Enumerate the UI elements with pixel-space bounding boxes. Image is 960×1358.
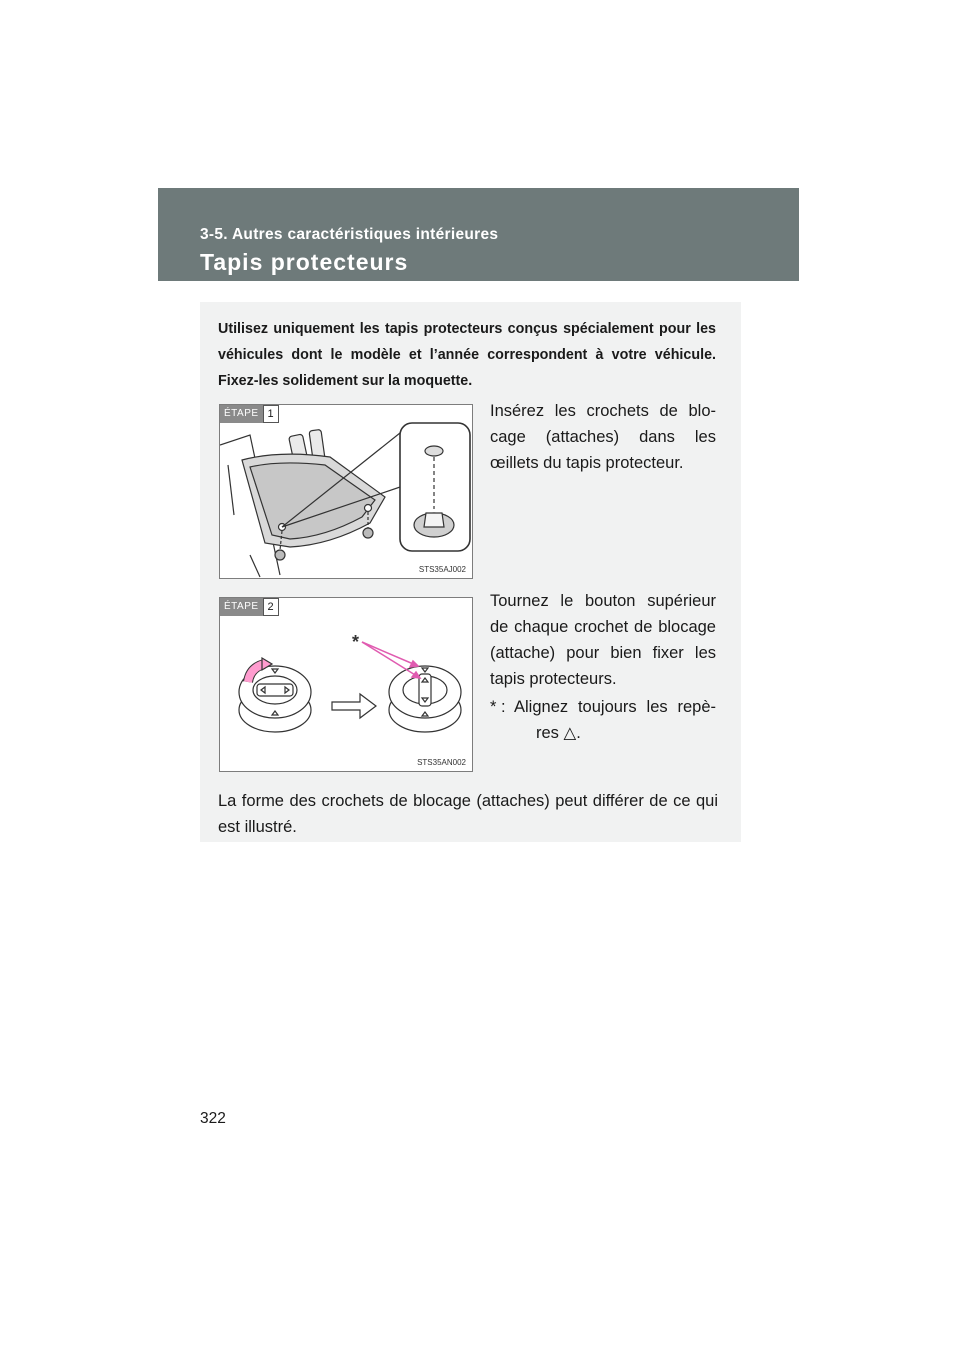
- intro-text: Utilisez uniquement les tapis protecteurs conçus spécialement pour les véhicules dont le modèle et l’année correspondent à votre véhicule. Fixez-les solidement sur la moquette.: [218, 321, 716, 389]
- figure-code: STS35AJ002: [418, 565, 466, 574]
- step-number: 2: [263, 598, 279, 616]
- clip-rotation-illustration: [220, 598, 473, 772]
- note-prefix: * :: [490, 698, 506, 716]
- chapter-header: [158, 188, 799, 281]
- step-1-line: cage (attaches) dans les: [490, 428, 716, 446]
- page-title: Tapis protecteurs: [200, 249, 409, 275]
- step-2-line: de chaque crochet de blocage: [490, 618, 716, 636]
- asterisk-mark: *: [352, 632, 360, 652]
- step-label: ÉTAPE: [220, 405, 263, 423]
- step-1-line: Insérez les crochets de blo-: [490, 402, 716, 420]
- note-line-1: Alignez toujours les repè-: [514, 698, 716, 716]
- step-2-badge: [220, 598, 279, 616]
- step-2-line: Tournez le bouton supérieur: [490, 592, 716, 610]
- step-1-figure: [219, 404, 473, 579]
- step-2-line: tapis protecteurs.: [490, 670, 617, 688]
- step-2-text: [490, 588, 716, 692]
- floor-mat-illustration: [220, 405, 473, 579]
- note-line-2: res △.: [536, 724, 581, 742]
- step-1-badge: [220, 405, 279, 423]
- page-number: 322: [200, 1110, 226, 1127]
- step-number: 1: [263, 405, 279, 423]
- step-2-line: (attache) pour bien fixer les: [490, 644, 716, 662]
- step-1-text: [490, 398, 716, 476]
- step-1-line: œillets du tapis protecteur.: [490, 454, 684, 472]
- figure-code: STS35AN002: [417, 758, 466, 767]
- step-label: ÉTAPE: [220, 598, 263, 616]
- step-2-figure: [219, 597, 473, 772]
- content-box: [200, 302, 741, 842]
- section-label: 3-5. Autres caractéristiques intérieures: [200, 226, 499, 243]
- footer-note: La forme des crochets de blocage (attaches) peut différer de ce qui est illustré.: [218, 792, 718, 836]
